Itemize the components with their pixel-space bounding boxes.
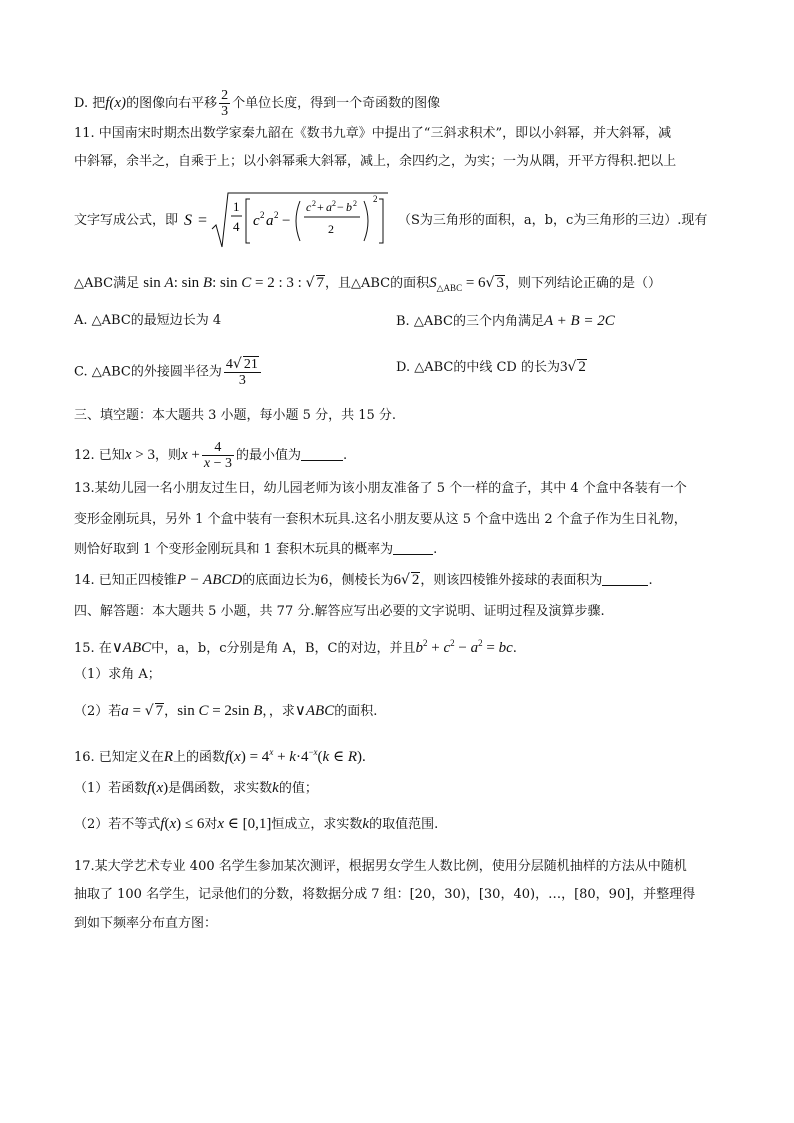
q11-line1: 11. 中国南宋时期杰出数学家秦九韶在《数书九章》中提出了“三斜求积术”，即以小斜幂，并大斜幂，减: [74, 126, 672, 141]
q13-line2: 变形金刚玩具，另外 1 个盒中装有一套积木玩具.这名小朋友要从这 5 个盒中选出 2 个盒子作为生日礼物，: [74, 512, 687, 527]
svg-text:2: 2: [332, 199, 336, 208]
svg-text:a: a: [326, 200, 332, 214]
q14-line: 14. 已知正四棱锥P − ABCD的底面边长为6，侧棱长为6√ 2，则该四棱锥外接球的表面积为 .: [74, 572, 653, 588]
q15-part1: （1）求角 A；: [74, 667, 161, 682]
svg-text:2: 2: [353, 199, 357, 208]
svg-text:1: 1: [233, 199, 240, 214]
svg-text:2: 2: [328, 222, 334, 236]
section-3-heading: 三、填空题：本大题共 3 小题，每小题 5 分，共 15 分.: [74, 408, 397, 423]
q11-option-d: D. △ABC的中线 CD 的长为3√ 2: [396, 359, 586, 375]
q13-line1: 13.某幼儿园一名小朋友过生日，幼儿园老师为该小朋友准备了 5 个一样的盒子，其中 4 个盒中各装有一个: [74, 481, 687, 496]
q16-part2: （2）若不等式f(x) ≤ 6对x ∈ [0,1]恒成立，求实数k的取值范围.: [74, 816, 439, 832]
q11-line3-suffix: （S为三角形的面积，a，b，c为三角形的三边）.现有: [398, 213, 708, 228]
q12-line: 12. 已知x > 3，则x + $\frac{4}{x - 3}$ 的最小值为 .: [74, 440, 348, 471]
q15-part2: （2）若a = √ 7，sin C = 2sin B，，求∨ABC的面积.: [74, 703, 378, 719]
svg-text:S: S: [184, 212, 192, 229]
q11-line4: △ABC满足 sin A: sin B: sin C = 2 : 3 : √ 7，且△ABC的面积$S_{\triangle ABC} = 6√$ 3，则下列结论正确的是（）: [74, 275, 661, 293]
radius-fraction: $\frac{4√ 21}{3}$: [224, 356, 261, 388]
svg-text:−: −: [337, 200, 344, 214]
svg-text:−: −: [282, 213, 291, 229]
q13-line3: 则恰好取到 1 个变形金刚玩具和 1 套积木玩具的概率为 .: [74, 542, 438, 557]
q17-line3: 到如下频率分布直方图：: [74, 916, 218, 931]
svg-text:2: 2: [274, 210, 279, 220]
q11-line3-prefix: 文字写成公式，即: [74, 213, 179, 228]
q11-option-c: C. △ABC的外接圆半径为 $\frac{4√ 21}{3}$: [74, 356, 263, 388]
q16-part1: （1）若函数f(x)是偶函数，求实数k的值；: [74, 780, 318, 796]
svg-text:=: =: [198, 212, 208, 229]
svg-text:2: 2: [260, 210, 265, 220]
svg-text:2: 2: [312, 199, 316, 208]
q11-option-b: B. △ABC的三个内角满足A + B = 2C: [396, 313, 615, 329]
q16-line1: 16. 已知定义在R上的函数$f(x) = 4^x + k\cdot 4^{-x}(k$ ∈ R).: [74, 747, 366, 765]
svg-text:c: c: [306, 200, 312, 214]
q17-line1: 17.某大学艺术专业 400 名学生参加某次测评，根据男女学生人数比例，使用分层随机抽样的方法从中随机: [74, 859, 687, 874]
q12-fraction: $\frac{4}{x - 3}$: [203, 440, 232, 471]
q13-answer-blank[interactable]: [393, 542, 433, 555]
area-value: $S_{\triangle ABC} = 6√$ 3: [429, 275, 504, 293]
option-d-line: D. 把f(x)的图像向右平移 $\frac{2}{3}$ 个单位长度，得到一个奇函数的图像: [74, 88, 441, 119]
svg-text:+: +: [317, 200, 324, 214]
q11-option-a: A. △ABC的最短边长为 4: [74, 313, 222, 328]
fx-symbol: f(x): [105, 95, 127, 111]
svg-text:c: c: [253, 213, 260, 229]
svg-text:b: b: [346, 200, 352, 214]
svg-text:4: 4: [233, 219, 240, 234]
fraction-two-thirds: $\frac{2}{3}$: [221, 88, 229, 119]
q14-answer-blank[interactable]: [602, 573, 648, 586]
q11-line2: 中斜幂，余半之，自乘于上；以小斜幂乘大斜幂，减上，余四约之，为实；一为从隅，开平方得积.把以上: [74, 154, 677, 169]
sine-ratio: sin A: sin B: sin C = 2 : 3 : √ 7: [143, 275, 324, 291]
svg-text:2: 2: [373, 194, 378, 204]
q15-line1: 15. 在∨ABC中，a，b，c分别是角 A，B，C的对边，并且$b^2 + c^2 - a^2$ = bc.: [74, 638, 517, 656]
section-4-heading: 四、解答题：本大题共 5 小题，共 77 分.解答应写出必要的文字说明、证明过程及演算步骤.: [74, 604, 605, 619]
q17-line2: 抽取了 100 名学生，记录他们的分数，将数据分成 7 组：[20，30)，[30，40)，…，[80，90]，并整理得: [74, 887, 696, 902]
q12-answer-blank[interactable]: [301, 448, 343, 461]
svg-text:a: a: [266, 213, 274, 229]
area-formula: [182, 189, 390, 251]
